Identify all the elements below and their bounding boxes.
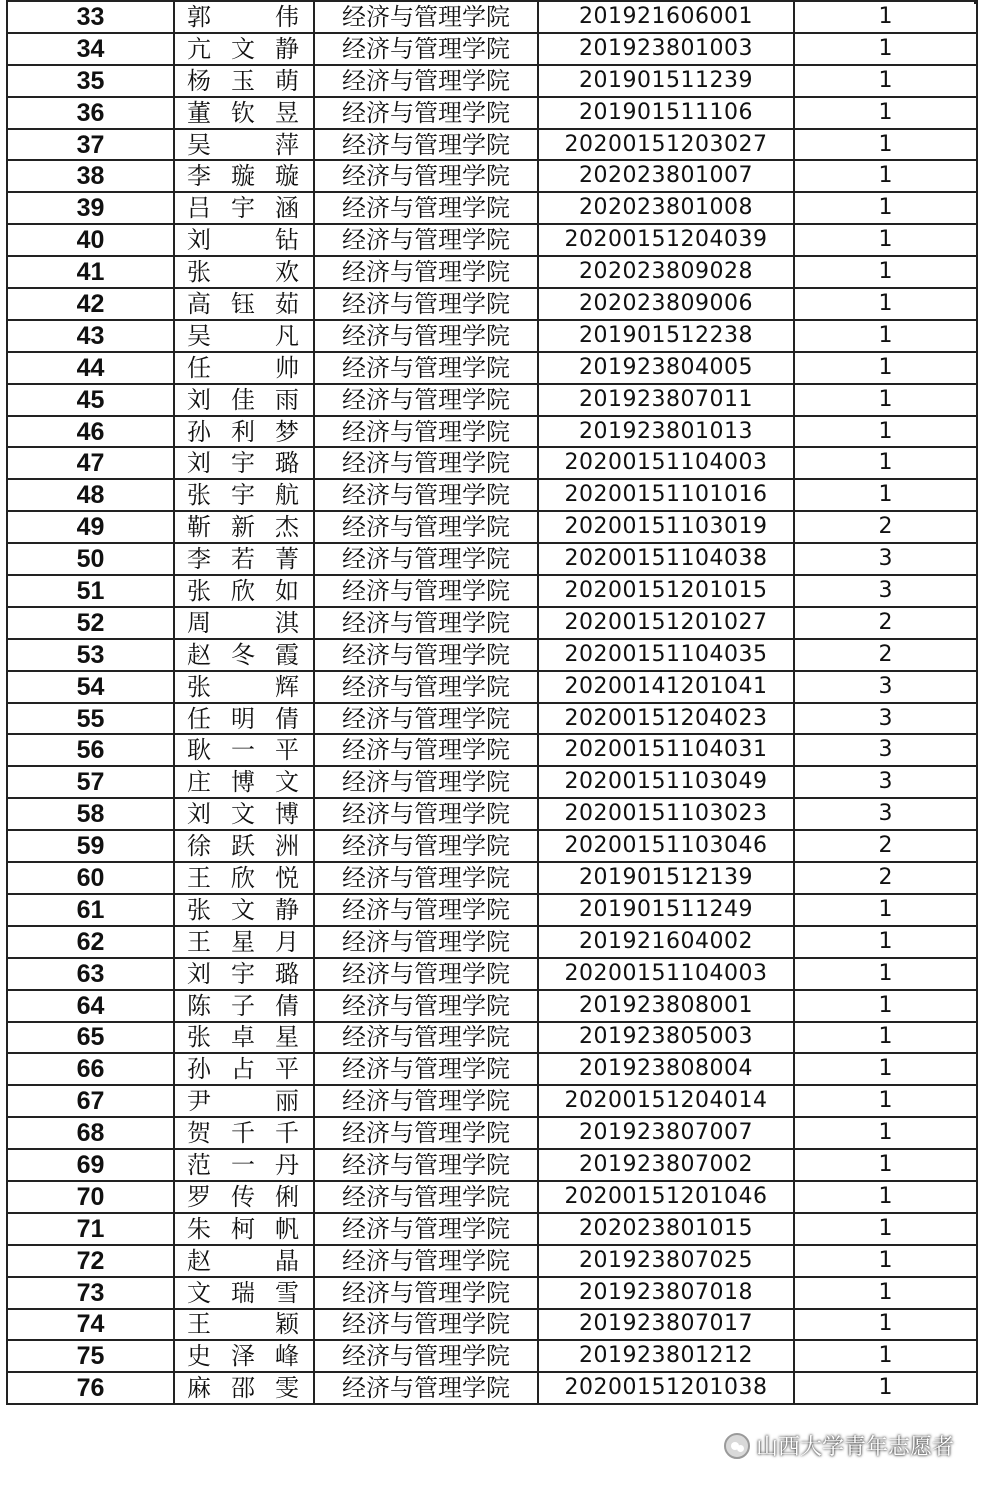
student-name: 王欣悦 — [174, 862, 314, 894]
row-number: 58 — [7, 798, 174, 830]
table-row — [7, 447, 977, 479]
school-name: 经济与管理学院 — [314, 1245, 538, 1277]
row-number: 35 — [7, 65, 174, 97]
row-number: 52 — [7, 607, 174, 639]
student-id: 202023801008 — [538, 192, 794, 224]
school-name: 经济与管理学院 — [314, 894, 538, 926]
row-number: 64 — [7, 990, 174, 1022]
table-row — [7, 990, 977, 1022]
school-name: 经济与管理学院 — [314, 575, 538, 607]
student-name: 刘文博 — [174, 798, 314, 830]
student-id: 201923804005 — [538, 352, 794, 384]
service-count: 1 — [794, 160, 977, 192]
table-row — [7, 1149, 977, 1181]
service-count: 1 — [794, 1277, 977, 1309]
watermark-text: 山西大学青年志愿者 — [755, 1435, 954, 1460]
school-name: 经济与管理学院 — [314, 1309, 538, 1341]
school-name: 经济与管理学院 — [314, 1277, 538, 1309]
table-row — [7, 1309, 977, 1341]
service-count: 1 — [794, 384, 977, 416]
table-row — [7, 575, 977, 607]
service-count: 1 — [794, 1085, 977, 1117]
row-number: 74 — [7, 1309, 174, 1341]
row-number: 41 — [7, 256, 174, 288]
student-id: 201923808001 — [538, 990, 794, 1022]
school-name: 经济与管理学院 — [314, 1340, 538, 1372]
student-name: 吴 凡 — [174, 320, 314, 352]
row-number: 55 — [7, 703, 174, 735]
row-number: 53 — [7, 639, 174, 671]
table-row — [7, 639, 977, 671]
student-name: 赵冬霞 — [174, 639, 314, 671]
student-id: 201921606001 — [538, 1, 794, 33]
student-name: 刘 钻 — [174, 224, 314, 256]
student-name: 刘宇璐 — [174, 447, 314, 479]
table-row — [7, 798, 977, 830]
school-name: 经济与管理学院 — [314, 447, 538, 479]
service-count: 3 — [794, 703, 977, 735]
student-name: 王星月 — [174, 926, 314, 958]
service-count: 1 — [794, 447, 977, 479]
service-count: 1 — [794, 479, 977, 511]
service-count: 3 — [794, 798, 977, 830]
table-row — [7, 288, 977, 320]
school-name: 经济与管理学院 — [314, 1181, 538, 1213]
student-name: 麻邵雯 — [174, 1372, 314, 1404]
student-id: 20200151103049 — [538, 766, 794, 798]
student-name: 尹 丽 — [174, 1085, 314, 1117]
row-number: 66 — [7, 1053, 174, 1085]
table-row — [7, 256, 977, 288]
school-name: 经济与管理学院 — [314, 862, 538, 894]
student-id: 201923807002 — [538, 1149, 794, 1181]
school-name: 经济与管理学院 — [314, 384, 538, 416]
row-number: 73 — [7, 1277, 174, 1309]
service-count: 3 — [794, 575, 977, 607]
row-number: 68 — [7, 1117, 174, 1149]
service-count: 1 — [794, 1340, 977, 1372]
student-id: 20200151201015 — [538, 575, 794, 607]
table-row — [7, 1372, 977, 1404]
school-name: 经济与管理学院 — [314, 926, 538, 958]
school-name: 经济与管理学院 — [314, 1085, 538, 1117]
student-name: 孙利梦 — [174, 416, 314, 448]
student-id: 201923805003 — [538, 1022, 794, 1054]
row-number: 61 — [7, 894, 174, 926]
table-row — [7, 766, 977, 798]
school-name: 经济与管理学院 — [314, 479, 538, 511]
student-id: 20200151104003 — [538, 447, 794, 479]
row-number: 76 — [7, 1372, 174, 1404]
student-name: 孙占平 — [174, 1053, 314, 1085]
table-row — [7, 65, 977, 97]
row-number: 40 — [7, 224, 174, 256]
student-id: 20200151104035 — [538, 639, 794, 671]
row-number: 56 — [7, 734, 174, 766]
service-count: 1 — [794, 320, 977, 352]
student-name: 朱柯帆 — [174, 1213, 314, 1245]
service-count: 1 — [794, 1245, 977, 1277]
student-id: 20200151201038 — [538, 1372, 794, 1404]
row-number: 50 — [7, 543, 174, 575]
table-row — [7, 703, 977, 735]
student-id: 202023801007 — [538, 160, 794, 192]
row-number: 38 — [7, 160, 174, 192]
row-number: 39 — [7, 192, 174, 224]
table-row — [7, 1340, 977, 1372]
table-row — [7, 320, 977, 352]
school-name: 经济与管理学院 — [314, 192, 538, 224]
student-name: 王 颖 — [174, 1309, 314, 1341]
student-name: 张卓星 — [174, 1022, 314, 1054]
service-count: 1 — [794, 97, 977, 129]
student-id: 20200151104038 — [538, 543, 794, 575]
student-id: 201901511106 — [538, 97, 794, 129]
student-name: 陈子倩 — [174, 990, 314, 1022]
student-id: 201923801013 — [538, 416, 794, 448]
student-name: 董钦昱 — [174, 97, 314, 129]
table-row — [7, 416, 977, 448]
row-number: 36 — [7, 97, 174, 129]
row-number: 60 — [7, 862, 174, 894]
row-number: 48 — [7, 479, 174, 511]
student-name: 范一丹 — [174, 1149, 314, 1181]
student-name: 耿一平 — [174, 734, 314, 766]
school-name: 经济与管理学院 — [314, 703, 538, 735]
student-id: 20200151204023 — [538, 703, 794, 735]
table-row — [7, 862, 977, 894]
service-count: 1 — [794, 1053, 977, 1085]
service-count: 2 — [794, 862, 977, 894]
service-count: 1 — [794, 1149, 977, 1181]
school-name: 经济与管理学院 — [314, 160, 538, 192]
student-name: 赵 晶 — [174, 1245, 314, 1277]
row-number: 57 — [7, 766, 174, 798]
student-name: 徐跃洲 — [174, 830, 314, 862]
school-name: 经济与管理学院 — [314, 1149, 538, 1181]
service-count: 1 — [794, 894, 977, 926]
table-row — [7, 671, 977, 703]
service-count: 3 — [794, 543, 977, 575]
student-id: 20200151104003 — [538, 958, 794, 990]
school-name: 经济与管理学院 — [314, 256, 538, 288]
table-row — [7, 1277, 977, 1309]
table-row — [7, 1117, 977, 1149]
student-name: 李璇璇 — [174, 160, 314, 192]
volunteer-table — [6, 0, 978, 1405]
student-name: 吴 萍 — [174, 129, 314, 161]
service-count: 1 — [794, 288, 977, 320]
service-count: 1 — [794, 1213, 977, 1245]
table-row — [7, 926, 977, 958]
row-number: 34 — [7, 33, 174, 65]
student-id: 20200151204014 — [538, 1085, 794, 1117]
table-row — [7, 607, 977, 639]
student-id: 20200151103023 — [538, 798, 794, 830]
school-name: 经济与管理学院 — [314, 639, 538, 671]
school-name: 经济与管理学院 — [314, 33, 538, 65]
student-id: 202023801015 — [538, 1213, 794, 1245]
student-id: 201901512139 — [538, 862, 794, 894]
table-row — [7, 1213, 977, 1245]
student-id: 20200151103019 — [538, 511, 794, 543]
school-name: 经济与管理学院 — [314, 65, 538, 97]
school-name: 经济与管理学院 — [314, 607, 538, 639]
school-name: 经济与管理学院 — [314, 798, 538, 830]
service-count: 1 — [794, 958, 977, 990]
table-row — [7, 224, 977, 256]
student-id: 201901511239 — [538, 65, 794, 97]
table-row — [7, 511, 977, 543]
row-number: 47 — [7, 447, 174, 479]
student-name: 吕宇涵 — [174, 192, 314, 224]
school-name: 经济与管理学院 — [314, 320, 538, 352]
watermark — [724, 1430, 954, 1461]
student-id: 20200151101016 — [538, 479, 794, 511]
table-row — [7, 479, 977, 511]
student-name: 张宇航 — [174, 479, 314, 511]
student-name: 靳新杰 — [174, 511, 314, 543]
service-count: 3 — [794, 671, 977, 703]
service-count: 1 — [794, 926, 977, 958]
row-number: 69 — [7, 1149, 174, 1181]
student-id: 20200151201046 — [538, 1181, 794, 1213]
service-count: 1 — [794, 1, 977, 33]
table-row — [7, 352, 977, 384]
table-row — [7, 97, 977, 129]
service-count: 1 — [794, 990, 977, 1022]
school-name: 经济与管理学院 — [314, 766, 538, 798]
row-number: 44 — [7, 352, 174, 384]
student-name: 任明倩 — [174, 703, 314, 735]
table-row — [7, 894, 977, 926]
service-count: 2 — [794, 511, 977, 543]
student-name: 杨玉萌 — [174, 65, 314, 97]
student-id: 201923807011 — [538, 384, 794, 416]
table-row — [7, 160, 977, 192]
student-name: 张文静 — [174, 894, 314, 926]
student-name: 郭 伟 — [174, 1, 314, 33]
student-id: 202023809006 — [538, 288, 794, 320]
school-name: 经济与管理学院 — [314, 352, 538, 384]
student-id: 201901511249 — [538, 894, 794, 926]
row-number: 33 — [7, 1, 174, 33]
student-id: 201923808004 — [538, 1053, 794, 1085]
student-id: 20200151104031 — [538, 734, 794, 766]
table-row — [7, 1022, 977, 1054]
row-number: 49 — [7, 511, 174, 543]
service-count: 1 — [794, 192, 977, 224]
student-id: 20200151203027 — [538, 129, 794, 161]
school-name: 经济与管理学院 — [314, 958, 538, 990]
wechat-icon — [724, 1433, 750, 1459]
service-count: 2 — [794, 830, 977, 862]
service-count: 1 — [794, 1117, 977, 1149]
student-name: 亢文静 — [174, 33, 314, 65]
student-name: 刘宇璐 — [174, 958, 314, 990]
table-row — [7, 1085, 977, 1117]
service-count: 1 — [794, 1022, 977, 1054]
service-count: 1 — [794, 256, 977, 288]
row-number: 72 — [7, 1245, 174, 1277]
row-number: 51 — [7, 575, 174, 607]
student-id: 20200151201027 — [538, 607, 794, 639]
service-count: 2 — [794, 607, 977, 639]
school-name: 经济与管理学院 — [314, 511, 538, 543]
student-name: 庄博文 — [174, 766, 314, 798]
row-number: 62 — [7, 926, 174, 958]
student-name: 任 帅 — [174, 352, 314, 384]
student-name: 贺千千 — [174, 1117, 314, 1149]
row-number: 65 — [7, 1022, 174, 1054]
school-name: 经济与管理学院 — [314, 1117, 538, 1149]
service-count: 1 — [794, 33, 977, 65]
student-id: 201923801212 — [538, 1340, 794, 1372]
student-name: 刘佳雨 — [174, 384, 314, 416]
table-row — [7, 33, 977, 65]
table-row — [7, 830, 977, 862]
student-name: 张欣如 — [174, 575, 314, 607]
school-name: 经济与管理学院 — [314, 1053, 538, 1085]
school-name: 经济与管理学院 — [314, 734, 538, 766]
student-name: 文瑞雪 — [174, 1277, 314, 1309]
school-name: 经济与管理学院 — [314, 416, 538, 448]
table-row — [7, 1181, 977, 1213]
service-count: 1 — [794, 1181, 977, 1213]
student-id: 201923807025 — [538, 1245, 794, 1277]
service-count: 1 — [794, 129, 977, 161]
service-count: 1 — [794, 65, 977, 97]
student-id: 201901512238 — [538, 320, 794, 352]
service-count: 2 — [794, 639, 977, 671]
row-number: 63 — [7, 958, 174, 990]
student-id: 202023809028 — [538, 256, 794, 288]
student-id: 20200151204039 — [538, 224, 794, 256]
table-row — [7, 129, 977, 161]
row-number: 54 — [7, 671, 174, 703]
service-count: 1 — [794, 1372, 977, 1404]
service-count: 3 — [794, 734, 977, 766]
school-name: 经济与管理学院 — [314, 288, 538, 320]
student-name: 周 淇 — [174, 607, 314, 639]
school-name: 经济与管理学院 — [314, 990, 538, 1022]
school-name: 经济与管理学院 — [314, 97, 538, 129]
student-name: 张 辉 — [174, 671, 314, 703]
student-id: 201923801003 — [538, 33, 794, 65]
service-count: 1 — [794, 1309, 977, 1341]
table-body — [7, 1, 977, 1404]
student-id: 20200141201041 — [538, 671, 794, 703]
row-number: 59 — [7, 830, 174, 862]
school-name: 经济与管理学院 — [314, 1372, 538, 1404]
row-number: 43 — [7, 320, 174, 352]
table-row — [7, 1, 977, 33]
table-row — [7, 734, 977, 766]
service-count: 3 — [794, 766, 977, 798]
student-id: 20200151103046 — [538, 830, 794, 862]
student-id: 201923807017 — [538, 1309, 794, 1341]
table-row — [7, 958, 977, 990]
row-number: 45 — [7, 384, 174, 416]
student-id: 201921604002 — [538, 926, 794, 958]
school-name: 经济与管理学院 — [314, 830, 538, 862]
school-name: 经济与管理学院 — [314, 129, 538, 161]
row-number: 37 — [7, 129, 174, 161]
service-count: 1 — [794, 224, 977, 256]
school-name: 经济与管理学院 — [314, 1213, 538, 1245]
school-name: 经济与管理学院 — [314, 224, 538, 256]
student-name: 史泽峰 — [174, 1340, 314, 1372]
school-name: 经济与管理学院 — [314, 543, 538, 575]
service-count: 1 — [794, 416, 977, 448]
student-id: 201923807007 — [538, 1117, 794, 1149]
school-name: 经济与管理学院 — [314, 671, 538, 703]
row-number: 70 — [7, 1181, 174, 1213]
row-number: 71 — [7, 1213, 174, 1245]
table-row — [7, 1053, 977, 1085]
school-name: 经济与管理学院 — [314, 1022, 538, 1054]
student-name: 张 欢 — [174, 256, 314, 288]
row-number: 46 — [7, 416, 174, 448]
table-row — [7, 1245, 977, 1277]
table-row — [7, 543, 977, 575]
row-number: 67 — [7, 1085, 174, 1117]
table-row — [7, 192, 977, 224]
row-number: 75 — [7, 1340, 174, 1372]
student-name: 罗传俐 — [174, 1181, 314, 1213]
student-id: 201923807018 — [538, 1277, 794, 1309]
school-name: 经济与管理学院 — [314, 1, 538, 33]
student-name: 高钰茹 — [174, 288, 314, 320]
table-row — [7, 384, 977, 416]
row-number: 42 — [7, 288, 174, 320]
service-count: 1 — [794, 352, 977, 384]
student-name: 李若菁 — [174, 543, 314, 575]
